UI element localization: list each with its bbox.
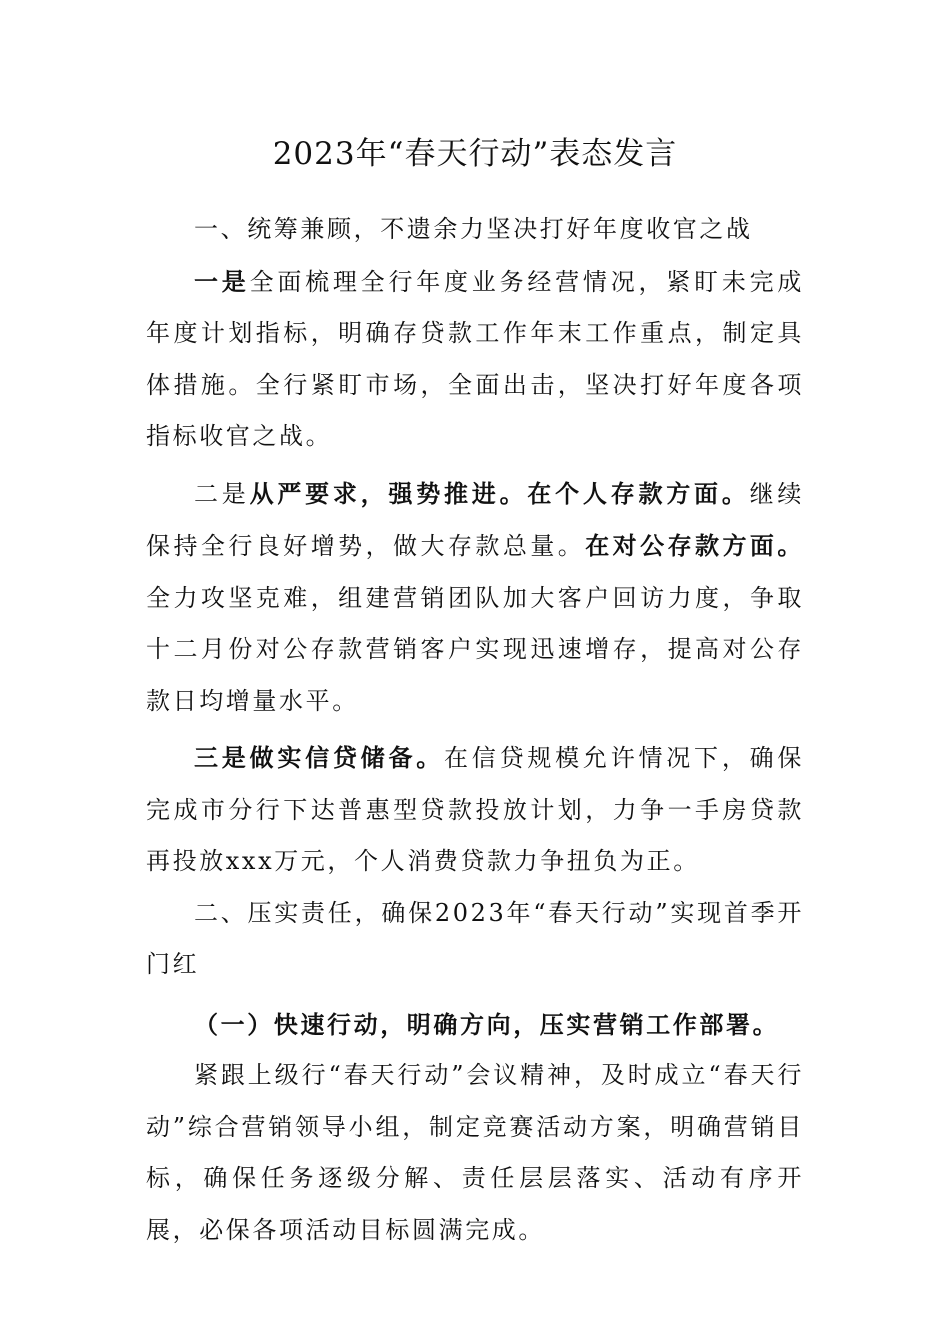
section-heading-2: 二、压实责任，确保2023年“春天行动”实现首季开门红 (146, 898, 804, 978)
document-body (146, 204, 804, 1256)
paragraph-2-prefix: 二是 (194, 479, 250, 508)
paragraph-3-text: 在信贷规模允许情况下，确保完成市分行下达普惠型贷款投放计划，力争一手房贷款再投放xxx万元，个人消费贷款力争扭负为正。 (146, 744, 804, 875)
section-heading-1: 一、统筹兼顾，不遗余力坚决打好年度收官之战 (194, 215, 753, 243)
paragraph-2-bold-a: 从严要求，强势推进。在个人存款方面。 (249, 478, 750, 508)
paragraph-1-text: 全面梳理全行年度业务经营情况，紧盯未完成年度计划指标，明确存贷款工作年末工作重点，制定具体措施。全行紧盯市场，全面出击，坚决打好年度各项指标收官之战。 (146, 267, 804, 450)
document-title: 2023年“春天行动”表态发言 (272, 136, 678, 172)
paragraph-2-text-a: 继续保持全行良好增势，做大存款总量。 (146, 479, 804, 560)
paragraph-3 (146, 732, 804, 888)
subsection-heading-1: （一）快速行动，明确方向，压实营销工作部署。 (194, 1009, 780, 1039)
paragraph-1 (146, 256, 804, 463)
paragraph-2-bold-b: 在对公存款方面。 (585, 531, 804, 560)
paragraph-2-text-b: 全力攻坚克难，组建营销团队加大客户回访力度，争取十二月份对公存款营销客户实现迅速增存，提高对公存款日均增量水平。 (146, 583, 804, 715)
paragraph-1-lead: 一是 (194, 266, 250, 296)
paragraph-4: 紧跟上级行“春天行动”会议精神，及时成立“春天行动”综合营销领导小组，制定竞赛活动方案，明确营销目标，确保任务逐级分解、责任层层落实、活动有序开展，必保各项活动目标圆满完成。 (146, 1061, 804, 1244)
paragraph-3-lead: 三是做实信贷储备。 (194, 743, 445, 772)
paragraph-2 (146, 468, 804, 728)
